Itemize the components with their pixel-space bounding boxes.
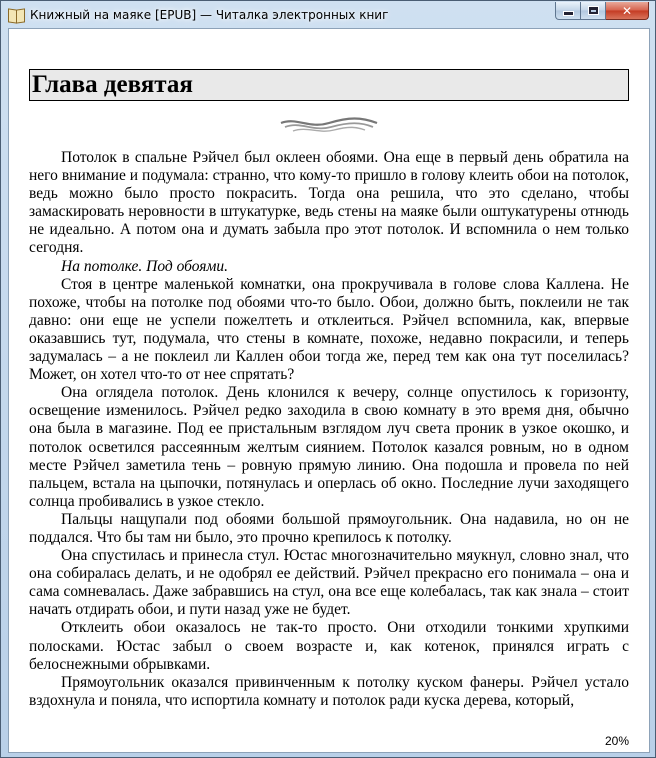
book-page bbox=[29, 69, 629, 710]
paragraph: Пальцы нащупали под обоями большой прямоугольник. Она надавила, но он не поддался. Что бы там ни было, это прочно крепилось к потолку. bbox=[29, 510, 629, 546]
minimize-button[interactable] bbox=[555, 2, 581, 20]
maximize-icon bbox=[589, 7, 598, 14]
paragraph: Потолок в спальне Рэйчел был оклеен обоями. Она еще в первый день обратила на него внимание и подумала: странно, что кому-то пришло в голову клеить обои на потолок, ведь можно было просто покрасить. Тогда она решила, что это сделано, чтобы замаскировать неровности в штукатурке, ведь стены на маяке были оштукатурены отнюдь не идеально. А потом она и думать забыла про этот потолок. И вспомнила о нем только сегодня. bbox=[29, 149, 629, 257]
reader-view[interactable] bbox=[8, 28, 650, 753]
window-title: Книжный на маяке [EPUB] — Читалка электронных книг bbox=[30, 7, 389, 22]
window-controls bbox=[555, 2, 649, 20]
book-icon[interactable] bbox=[8, 7, 24, 23]
paragraph: Стоя в центре маленькой комнатки, она прокручивала в голове слова Каллена. Не похоже, чтобы на потолке под обоями что-то было. Обои, должно быть, поклеили не так давно: они еще не успели пожелтеть и отклеиться. Рэйчел вспомнила, как, впервые оказавшись тут, подумала, что стены в комнате, похоже, недавно покрасили, и теперь задумалась – а не поклеил ли Каллен обои тогда же, перед тем как она тут поселилась? Может, он хотел что-то от нее спрятать? bbox=[29, 275, 629, 384]
wave-ornament-icon bbox=[279, 117, 379, 135]
paragraph-italic: На потолке. Под обоями. bbox=[61, 257, 228, 275]
close-icon: ✕ bbox=[621, 3, 633, 18]
paragraph: Она оглядела потолок. День клонился к вечеру, солнце опустилось к горизонту, освещение изменилось. Рэйчел редко заходила в свою комнату в это время дня, обычно она была в магазине. Под ее пристальным взглядом луч света проник в узкое окошко, и потолок осветился рассеянным желтым сиянием. Потолок казался ровным, но в одном месте Рэйчел заметила тень – ровную прямую линию. Она подошла и провела по ней пальцем, встала на цыпочки, потянулась и оперлась об окно. Последние лучи заходящего солнца пробивались в узкое стекло. bbox=[29, 384, 629, 510]
reading-progress: 20% bbox=[604, 734, 629, 748]
paragraph: Она спустилась и принесла стул. Юстас многозначительно мяукнул, словно знал, что она собиралась делать, и не одобрял ее действий. Рэйчел прекрасно его понимала – она и сама сомневалась. Даже забравшись на стул, она все еще колебалась, так как знала – стоит начать отдирать обои, и пути назад уже не будет. bbox=[29, 547, 629, 619]
minimize-icon bbox=[563, 11, 574, 16]
paragraph: Прямоугольник оказался привинченным к потолку куском фанеры. Рэйчел устало вздохнула и поняла, что испортила комнату и потолок ради куска дерева, который, bbox=[29, 673, 629, 709]
title-bar[interactable] bbox=[1, 1, 655, 28]
paragraph: Отклеить обои оказалось не так-то просто. Они отходили тонкими хрупкими полосками. Юстас забыл о своем возрасте и, как котенок, принялся играть с белоснежными обрывками. bbox=[29, 619, 629, 673]
chapter-title: Глава девятая bbox=[29, 69, 629, 101]
close-button[interactable] bbox=[606, 2, 649, 20]
maximize-button[interactable] bbox=[581, 2, 606, 20]
